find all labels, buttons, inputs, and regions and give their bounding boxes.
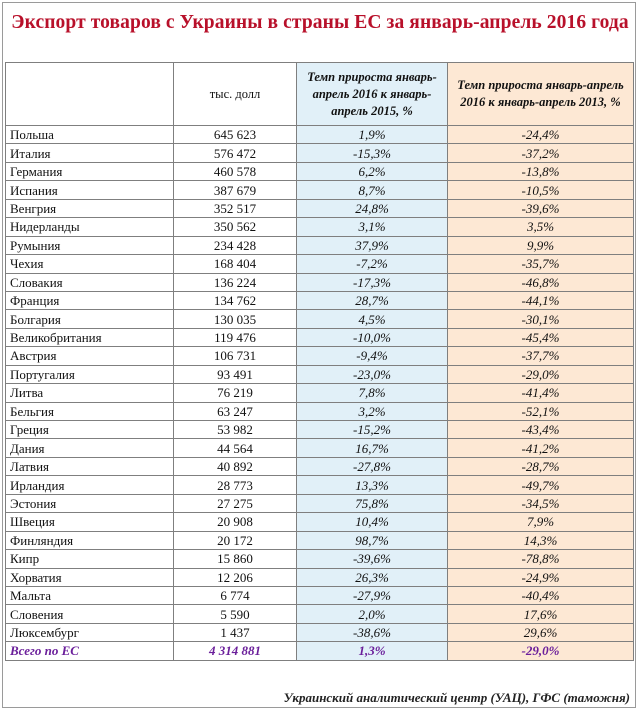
growth-2015-cell: 37,9% bbox=[297, 236, 448, 254]
growth-2013-cell: 3,5% bbox=[448, 218, 634, 236]
country-cell: Латвия bbox=[6, 457, 174, 475]
country-cell: Словакия bbox=[6, 273, 174, 291]
table-row bbox=[6, 457, 634, 475]
growth-2015-cell: -23,0% bbox=[297, 365, 448, 383]
table-row bbox=[6, 623, 634, 641]
value-cell: 134 762 bbox=[174, 291, 297, 309]
value-cell: 136 224 bbox=[174, 273, 297, 291]
value-cell: 350 562 bbox=[174, 218, 297, 236]
table-row bbox=[6, 513, 634, 531]
value-cell: 352 517 bbox=[174, 199, 297, 217]
value-cell: 5 590 bbox=[174, 605, 297, 623]
country-cell: Кипр bbox=[6, 550, 174, 568]
growth-2013-cell: -29,0% bbox=[448, 365, 634, 383]
table-row bbox=[6, 586, 634, 604]
growth-2013-cell: -30,1% bbox=[448, 310, 634, 328]
growth-2013-cell: 14,3% bbox=[448, 531, 634, 549]
growth-2015-cell: 98,7% bbox=[297, 531, 448, 549]
growth-2013-cell: -49,7% bbox=[448, 476, 634, 494]
growth-2013-cell: -37,2% bbox=[448, 144, 634, 162]
growth-2015-cell: 3,1% bbox=[297, 218, 448, 236]
country-cell: Германия bbox=[6, 162, 174, 180]
table-row bbox=[6, 310, 634, 328]
table-row bbox=[6, 421, 634, 439]
value-cell: 12 206 bbox=[174, 568, 297, 586]
country-cell: Болгария bbox=[6, 310, 174, 328]
growth-2015-cell: 75,8% bbox=[297, 494, 448, 512]
country-cell: Хорватия bbox=[6, 568, 174, 586]
growth-2015-cell: -10,0% bbox=[297, 328, 448, 346]
table-row bbox=[6, 291, 634, 309]
growth-2015-cell: 8,7% bbox=[297, 181, 448, 199]
value-cell: 106 731 bbox=[174, 347, 297, 365]
table-row bbox=[6, 328, 634, 346]
header-growth-2013: Темп прироста январь-апрель 2016 к январь-апрель 2013, % bbox=[448, 63, 634, 126]
value-cell: 460 578 bbox=[174, 162, 297, 180]
growth-2013-cell: -34,5% bbox=[448, 494, 634, 512]
country-cell: Эстония bbox=[6, 494, 174, 512]
growth-2015-cell: 6,2% bbox=[297, 162, 448, 180]
growth-2013-cell: -24,9% bbox=[448, 568, 634, 586]
table-row bbox=[6, 218, 634, 236]
value-cell: 645 623 bbox=[174, 126, 297, 144]
table-row bbox=[6, 384, 634, 402]
country-cell: Литва bbox=[6, 384, 174, 402]
country-cell: Чехия bbox=[6, 255, 174, 273]
country-cell: Дания bbox=[6, 439, 174, 457]
table-row bbox=[6, 531, 634, 549]
growth-2013-cell: -46,8% bbox=[448, 273, 634, 291]
growth-2013-cell: -40,4% bbox=[448, 586, 634, 604]
growth-2015-cell: -27,8% bbox=[297, 457, 448, 475]
growth-2015-cell: 26,3% bbox=[297, 568, 448, 586]
country-cell: Нидерланды bbox=[6, 218, 174, 236]
table-row bbox=[6, 476, 634, 494]
growth-2013-cell: -52,1% bbox=[448, 402, 634, 420]
country-cell: Франция bbox=[6, 291, 174, 309]
value-cell: 15 860 bbox=[174, 550, 297, 568]
value-cell: 53 982 bbox=[174, 421, 297, 439]
table-row bbox=[6, 439, 634, 457]
country-cell: Мальта bbox=[6, 586, 174, 604]
value-cell: 28 773 bbox=[174, 476, 297, 494]
value-cell: 20 908 bbox=[174, 513, 297, 531]
growth-2015-cell: -39,6% bbox=[297, 550, 448, 568]
total-country-cell: Всего по ЕС bbox=[6, 642, 174, 660]
value-cell: 63 247 bbox=[174, 402, 297, 420]
country-cell: Польша bbox=[6, 126, 174, 144]
value-cell: 168 404 bbox=[174, 255, 297, 273]
page-title: Экспорт товаров с Украины в страны ЕС за январь-апрель 2016 года bbox=[11, 12, 629, 33]
table-row bbox=[6, 605, 634, 623]
country-cell: Бельгия bbox=[6, 402, 174, 420]
source-note: Украинский аналитический центр (УАЦ), ГФС (таможня) bbox=[283, 690, 630, 705]
growth-2013-cell: -28,7% bbox=[448, 457, 634, 475]
country-cell: Австрия bbox=[6, 347, 174, 365]
growth-2015-cell: 28,7% bbox=[297, 291, 448, 309]
value-cell: 6 774 bbox=[174, 586, 297, 604]
country-cell: Италия bbox=[6, 144, 174, 162]
table-row bbox=[6, 365, 634, 383]
table-row bbox=[6, 236, 634, 254]
growth-2013-cell: -35,7% bbox=[448, 255, 634, 273]
header-value: тыс. долл bbox=[174, 63, 297, 126]
table-row bbox=[6, 126, 634, 144]
growth-2015-cell: -27,9% bbox=[297, 586, 448, 604]
table-row bbox=[6, 144, 634, 162]
value-cell: 1 437 bbox=[174, 623, 297, 641]
growth-2015-cell: -7,2% bbox=[297, 255, 448, 273]
country-cell: Испания bbox=[6, 181, 174, 199]
growth-2015-cell: -15,2% bbox=[297, 421, 448, 439]
country-cell: Великобритания bbox=[6, 328, 174, 346]
value-cell: 576 472 bbox=[174, 144, 297, 162]
total-value-cell: 4 314 881 bbox=[174, 642, 297, 660]
growth-2013-cell: 9,9% bbox=[448, 236, 634, 254]
total-row bbox=[6, 642, 634, 660]
value-cell: 234 428 bbox=[174, 236, 297, 254]
country-cell: Португалия bbox=[6, 365, 174, 383]
growth-2015-cell: 4,5% bbox=[297, 310, 448, 328]
growth-2015-cell: 2,0% bbox=[297, 605, 448, 623]
growth-2013-cell: -41,2% bbox=[448, 439, 634, 457]
growth-2013-cell: -39,6% bbox=[448, 199, 634, 217]
total-growth-2015-cell: 1,3% bbox=[297, 642, 448, 660]
growth-2013-cell: -24,4% bbox=[448, 126, 634, 144]
table-row bbox=[6, 494, 634, 512]
growth-2013-cell: -78,8% bbox=[448, 550, 634, 568]
growth-2013-cell: -13,8% bbox=[448, 162, 634, 180]
table-row bbox=[6, 273, 634, 291]
value-cell: 40 892 bbox=[174, 457, 297, 475]
table-row bbox=[6, 550, 634, 568]
country-cell: Словения bbox=[6, 605, 174, 623]
growth-2015-cell: 1,9% bbox=[297, 126, 448, 144]
export-table bbox=[5, 62, 634, 661]
growth-2013-cell: -43,4% bbox=[448, 421, 634, 439]
growth-2015-cell: 7,8% bbox=[297, 384, 448, 402]
growth-2013-cell: 29,6% bbox=[448, 623, 634, 641]
growth-2015-cell: 3,2% bbox=[297, 402, 448, 420]
value-cell: 387 679 bbox=[174, 181, 297, 199]
growth-2013-cell: -41,4% bbox=[448, 384, 634, 402]
growth-2015-cell: -38,6% bbox=[297, 623, 448, 641]
growth-2015-cell: 10,4% bbox=[297, 513, 448, 531]
growth-2013-cell: -45,4% bbox=[448, 328, 634, 346]
growth-2015-cell: -17,3% bbox=[297, 273, 448, 291]
table-row bbox=[6, 181, 634, 199]
table-row bbox=[6, 199, 634, 217]
growth-2015-cell: -9,4% bbox=[297, 347, 448, 365]
country-cell: Венгрия bbox=[6, 199, 174, 217]
table-row bbox=[6, 347, 634, 365]
value-cell: 44 564 bbox=[174, 439, 297, 457]
country-cell: Румыния bbox=[6, 236, 174, 254]
country-cell: Греция bbox=[6, 421, 174, 439]
country-cell: Швеция bbox=[6, 513, 174, 531]
value-cell: 27 275 bbox=[174, 494, 297, 512]
table-row bbox=[6, 162, 634, 180]
header-growth-2015: Темп прироста январь-апрель 2016 к январь-апрель 2015, % bbox=[297, 63, 448, 126]
table-row bbox=[6, 402, 634, 420]
table-row bbox=[6, 255, 634, 273]
growth-2015-cell: 24,8% bbox=[297, 199, 448, 217]
country-cell: Финляндия bbox=[6, 531, 174, 549]
growth-2015-cell: 16,7% bbox=[297, 439, 448, 457]
table-row bbox=[6, 568, 634, 586]
country-cell: Люксембург bbox=[6, 623, 174, 641]
growth-2013-cell: -44,1% bbox=[448, 291, 634, 309]
growth-2013-cell: -10,5% bbox=[448, 181, 634, 199]
value-cell: 76 219 bbox=[174, 384, 297, 402]
value-cell: 130 035 bbox=[174, 310, 297, 328]
growth-2013-cell: -37,7% bbox=[448, 347, 634, 365]
growth-2013-cell: 7,9% bbox=[448, 513, 634, 531]
header-country bbox=[6, 63, 174, 126]
growth-2015-cell: 13,3% bbox=[297, 476, 448, 494]
growth-2013-cell: 17,6% bbox=[448, 605, 634, 623]
value-cell: 93 491 bbox=[174, 365, 297, 383]
value-cell: 20 172 bbox=[174, 531, 297, 549]
table-header-row bbox=[6, 63, 634, 126]
country-cell: Ирландия bbox=[6, 476, 174, 494]
growth-2015-cell: -15,3% bbox=[297, 144, 448, 162]
value-cell: 119 476 bbox=[174, 328, 297, 346]
total-growth-2013-cell: -29,0% bbox=[448, 642, 634, 660]
